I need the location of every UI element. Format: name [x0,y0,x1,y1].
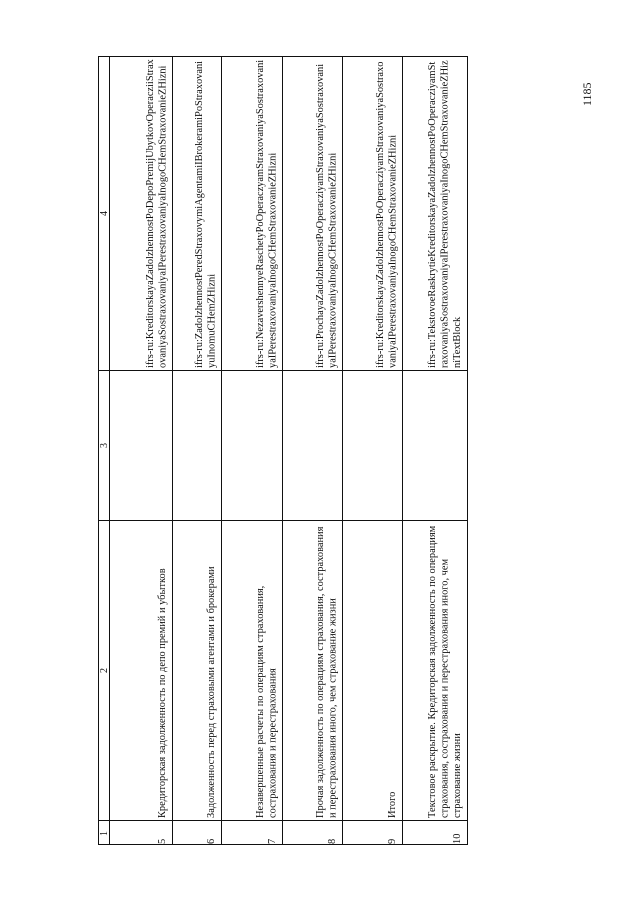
table-row [173,57,222,844]
row-col3-cell [403,370,467,520]
row-name-cell: Кредиторская задолженность по депо премий и убытков [157,568,169,818]
row-col3-cell [110,370,172,520]
column-header-strip [99,57,110,844]
row-name-cell: Итого [387,791,399,818]
row-code-cell: ifrs-ru:ZadolzhennostPeredStraxovymiAgentamiIBrokeramiPoStraxovaniyuInomuCHemZHizni [193,60,218,368]
table-row [403,57,467,844]
row-code-cell: ifrs-ru:KreditorskayaZadolzhennostPoDepoPremijUbytkovOperacziiStraxovaniyaSostraxovaniyaIPerestraxovaniyaInogoCHemStraxovanieZHizni [144,59,169,368]
row-col3-cell [343,370,402,520]
row-name-cell: Задолженность перед страховыми агентами и брокерами [206,566,218,818]
page-number: 1185 [580,82,594,106]
row-col3-cell [283,370,342,520]
row-name-cell: Прочая задолженность по операциям страхования, сострахования и перестрахования иного, чем страхование жизни [314,526,339,818]
row-code-cell: ifrs-ru:KreditorskayaZadolzhennostPoOperacziyamStraxovaniyaSostraxovaniyaIPerestraxovaniyaInogoCHemStraxovanieZHizni [374,61,399,368]
column-header-4: 4 [98,211,110,216]
row-number-cell: 7 [267,838,279,844]
row-col3-cell [222,370,282,520]
row-col3-cell [173,370,221,520]
row-code-cell: ifrs-ru:ProchayaZadolzhennostPoOperacziyamStraxovaniyaSostraxovaniyaIPerestraxovaniyaInogoCHemStraxovanieZHizni [314,63,339,368]
row-name-cell: Незавершенные расчеты по операциям страхования, сострахования и перестрахования [254,585,279,818]
column-header-3: 3 [98,442,110,448]
table-body [110,57,467,844]
row-name-cell: Текстовое раскрытие. Кредиторская задолженность по операциям страхования, сострахования и перестрахования иного, чем страхование жизни [427,525,464,818]
row-code-cell: ifrs-ru:NezavershennyeRaschetyPoOperaczyamStraxovaniyaSostraxovaniyaIPerestraxovaniyaInogoCHemStraxovanieZHizni [254,59,279,368]
row-number-cell: 5 [157,838,169,844]
column-header-1: 1 [98,830,110,836]
column-header-2: 2 [98,667,110,673]
row-number-cell: 8 [327,838,339,844]
table-row [222,57,283,844]
data-table [98,56,468,845]
row-number-cell: 6 [206,838,218,844]
table-row [343,57,403,844]
row-code-cell: ifrs-ru:TekstovoeRaskrytieKreditorskayaZadolzhennostPoOperacziyamStraxovaniyaSostraxovaniyaIPerestraxovaniyaInogoCHemStraxovanieZHizniTextBlock [427,60,464,368]
row-number-cell: 9 [387,838,399,844]
table-row [110,57,173,844]
table-row [283,57,343,844]
row-number-cell: 10 [452,833,464,844]
